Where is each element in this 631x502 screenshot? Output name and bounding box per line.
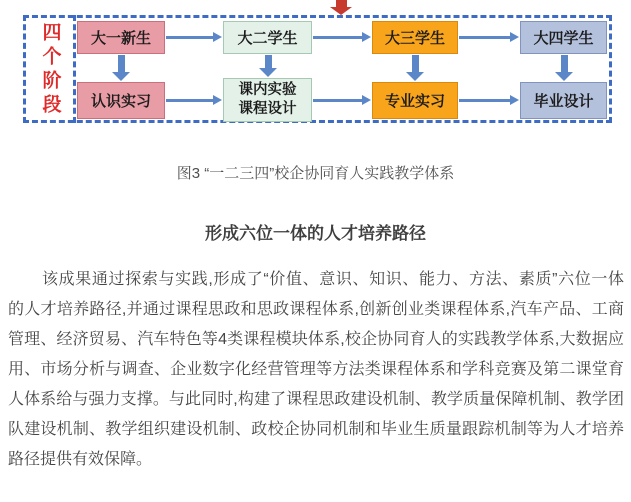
arrow-head [406,72,424,81]
stage-box-senior: 大四学生 [520,21,607,54]
body-line: 路径提供有效保障。 [8,451,153,468]
arrow-right-icon [313,32,371,42]
arrow-down-icon [555,55,573,81]
body-line: 该成果通过探索与实践,形成了“价值、意识、知识、能力、方法、素质”六位一体 [42,271,624,288]
stage-box-junior: 大三学生 [372,21,458,54]
arrow-shaft [313,36,362,39]
arrow-head [510,95,519,105]
arrow-head [259,68,277,77]
stage-box-sophomore: 大二学生 [223,21,312,54]
activity-box-course-experiment-text [239,81,297,119]
arrow-down-icon [259,55,277,77]
line-1: 课内实验 [238,82,297,99]
figure-caption: 图3 “一二三四”校企协同育人实践教学体系 [176,165,455,182]
line-2: 课程设计 [238,101,297,117]
arrow-shaft [118,55,125,72]
body-paragraph [8,265,624,475]
body-line: 管理、经济贸易、汽车特色等4类课程模块体系,校企协同育人的实践教学体系,大数据应 [8,331,624,348]
arrow-head [510,32,519,42]
arrow-shaft [166,36,213,39]
arrow-head [362,95,371,105]
arrow-down-icon [112,55,130,81]
arrow-right-icon [459,32,519,42]
arrow-head [362,32,371,42]
arrow-shaft [412,55,419,72]
arrow-head [213,95,222,105]
arrow-right-icon [313,95,371,105]
arrow-head [555,72,573,81]
body-line: 的人才培养路径,并通过课程思政和思政课程体系,创新创业类课程体系,汽车产品、工商 [8,301,624,318]
red-arrow-down-icon [330,0,352,15]
arrow-head [112,72,130,81]
arrow-right-icon [166,95,222,105]
section-heading: 形成六位一体的人才培养路径 [205,224,426,243]
activity-box-course-experiment [223,78,312,122]
arrow-shaft [459,99,510,102]
arrow-right-icon [166,32,222,42]
body-line: 队建设机制、教学组织建设机制、政校企协同机制和毕业生质量跟踪机制等为人才培养 [8,421,624,438]
arrow-down-icon [406,55,424,81]
arrow-right-icon [459,95,519,105]
arrow-shaft [265,55,272,68]
red-arrow-shaft [336,0,347,7]
activity-box-graduation-design: 毕业设计 [520,82,607,119]
activity-box-cognition-internship: 认识实习 [77,82,165,119]
arrow-shaft [166,99,213,102]
body-line: 用、市场分析与调查、企业数字化经营管理等方法类课程体系和学科竞赛及第二课堂育 [8,361,624,378]
red-arrow-head [330,7,352,15]
stage-label: 四个阶段 [39,22,61,118]
activity-box-professional-internship: 专业实习 [372,82,458,119]
arrow-shaft [459,36,510,39]
arrow-head [213,32,222,42]
stage-box-freshman: 大一新生 [77,21,165,54]
body-line: 人体系给与强力支撑。与此同时,构建了课程思政建设机制、教学质量保障机制、教学团 [8,391,624,408]
arrow-shaft [561,55,568,72]
arrow-shaft [313,99,362,102]
